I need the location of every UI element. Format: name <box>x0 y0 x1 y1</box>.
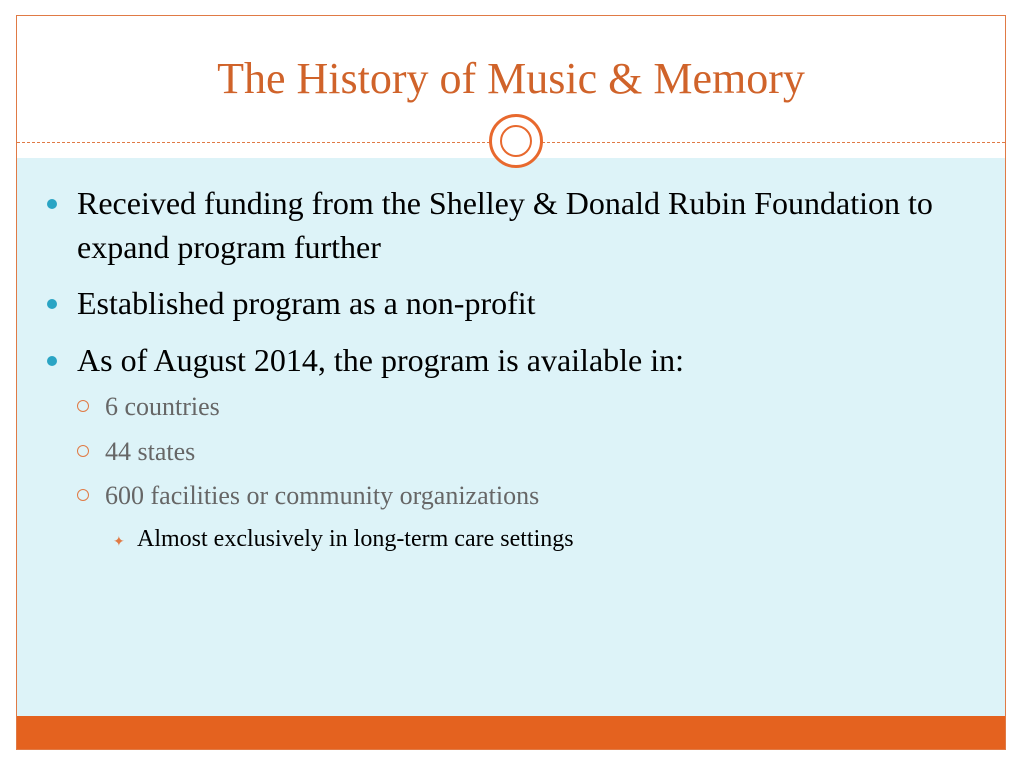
hollow-circle-icon <box>77 400 89 412</box>
bullet-item <box>47 338 947 382</box>
bullet-item <box>47 281 947 325</box>
hollow-circle-icon <box>77 445 89 457</box>
sub-bullet-text: 600 facilities or community organizations <box>105 481 540 510</box>
sub-bullet-item <box>77 435 195 469</box>
footer-accent-bar <box>17 716 1005 750</box>
inner-ring <box>500 125 532 157</box>
sub-bullet-text: 6 countries <box>105 392 220 421</box>
slide-title: The History of Music & Memory <box>217 54 805 103</box>
filled-circle-icon <box>47 199 57 209</box>
bullet-text: Received funding from the Shelley & Donald Rubin Foundation to expand program further <box>77 185 933 265</box>
hollow-circle-icon <box>77 489 89 501</box>
sub-bullet-text: 44 states <box>105 437 196 466</box>
bullet-text: Established program as a non-profit <box>77 285 536 321</box>
sub-bullet-item <box>77 479 539 513</box>
filled-circle-icon <box>47 299 57 309</box>
sub-bullet-item <box>77 390 220 424</box>
double-ring-icon <box>489 114 543 168</box>
star-icon: ✦ <box>113 535 125 550</box>
slide-frame <box>16 15 1006 750</box>
filled-circle-icon <box>47 356 57 366</box>
sub-sub-bullet-text: Almost exclusively in long-term care settings <box>137 526 574 552</box>
sub-sub-bullet-item <box>113 524 574 554</box>
bullet-item <box>47 181 947 269</box>
bullet-text: As of August 2014, the program is available in: <box>77 342 685 378</box>
